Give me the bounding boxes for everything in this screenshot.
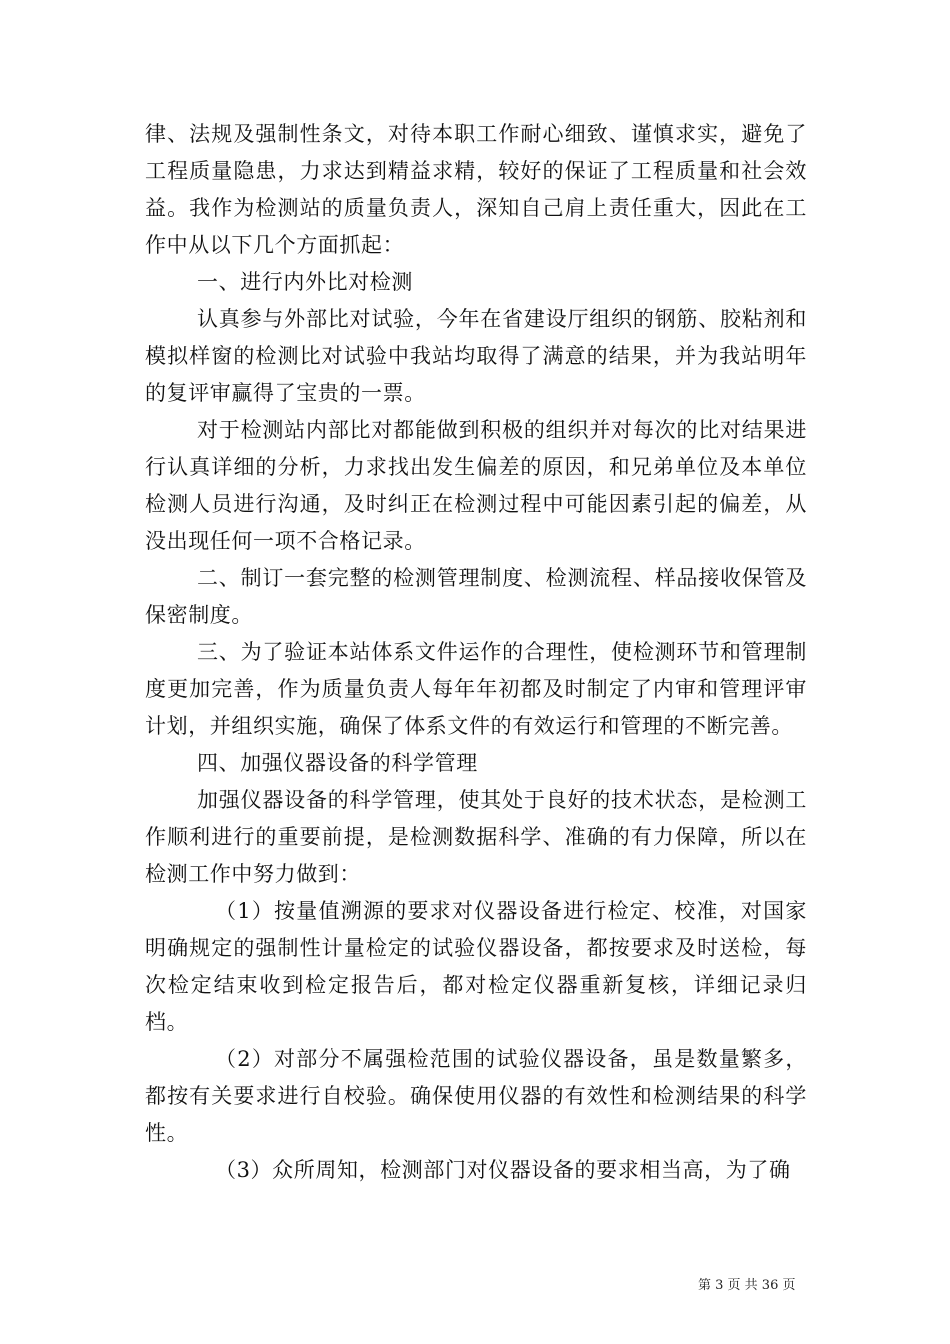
section-heading-3: 三、为了验证本站体系文件运作的合理性，使检测环节和管理制度更加完善，作为质量负责人每年年初都及时制定了内审和管理评审计划，并组织实施，确保了体系文件的有效运行和管理的不断完善。 (145, 640, 807, 738)
paragraph: 对于检测站内部比对都能做到积极的组织并对每次的比对结果进行认真详细的分析，力求找出发生偏差的原因，和兄弟单位及本单位检测人员进行沟通，及时纠正在检测过程中可能因素引起的偏差，从没出现任何一项不合格记录。 (145, 418, 807, 553)
section-heading-2: 二、制订一套完整的检测管理制度、检测流程、样品接收保管及保密制度。 (145, 566, 807, 627)
list-item: （2）对部分不属强检范围的试验仪器设备，虽是数量繁多，都按有关要求进行自校验。确保使用仪器的有效性和检测结果的科学性。 (145, 1047, 807, 1145)
paragraph-continuation: 律、法规及强制性条文，对待本职工作耐心细致、谨慎求实，避免了工程质量隐患，力求达到精益求精，较好的保证了工程质量和社会效益。我作为检测站的质量负责人，深知自己肩上责任重大，因此在工作中从以下几个方面抓起： (145, 122, 807, 257)
list-item: （1）按量值溯源的要求对仪器设备进行检定、校准，对国家明确规定的强制性计量检定的试验仪器设备，都按要求及时送检，每次检定结束收到检定报告后，都对检定仪器重新复核，详细记录归档。 (145, 899, 807, 1034)
paragraph: 加强仪器设备的科学管理，使其处于良好的技术状态，是检测工作顺利进行的重要前提，是检测数据科学、准确的有力保障，所以在检测工作中努力做到： (145, 788, 807, 886)
document-body (145, 116, 807, 1189)
section-heading-4: 四、加强仪器设备的科学管理 (197, 751, 478, 775)
paragraph: 认真参与外部比对试验，今年在省建设厅组织的钢筋、胶粘剂和模拟样窗的检测比对试验中我站均取得了满意的结果，并为我站明年的复评审赢得了宝贵的一票。 (145, 307, 807, 405)
page-number: 第 3 页 共 36 页 (698, 1278, 796, 1293)
list-item: （3）众所周知，检测部门对仪器设备的要求相当高，为了确 (215, 1158, 791, 1182)
section-heading-1: 一、进行内外比对检测 (197, 270, 413, 294)
